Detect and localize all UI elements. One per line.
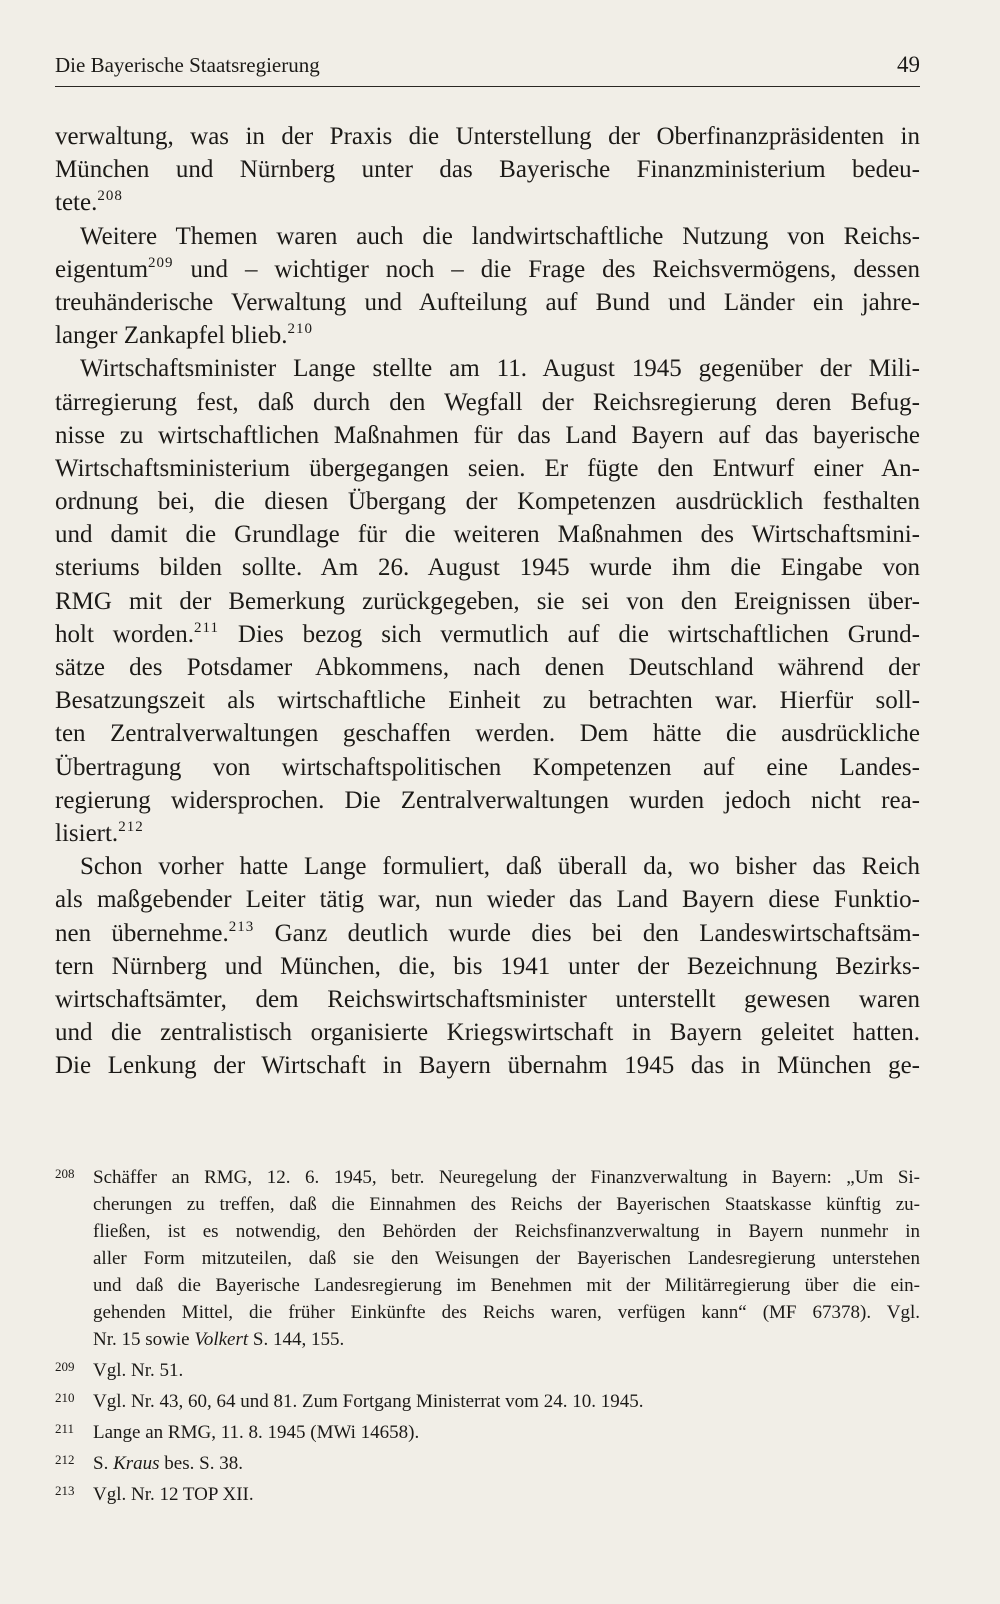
text-fragment: langer Zankapfel blieb.: [55, 322, 288, 350]
footnote-number: 209: [55, 1359, 75, 1374]
text-line: [55, 186, 920, 219]
footnote-line: Vgl. Nr. 51.: [93, 1360, 184, 1381]
footnote-ref-209[interactable]: 209: [148, 254, 174, 271]
footnote-ref-210[interactable]: 210: [287, 321, 314, 338]
text-fragment: S.: [93, 1453, 114, 1474]
text-line: als maßgebender Leiter tätig war, nun wieder das Land Bayern diese Funktio-: [55, 886, 920, 914]
footnote-209: [55, 1357, 920, 1384]
footnote-212: [55, 1450, 920, 1477]
footnote-line: gehenden Mittel, die früher Einkünfte des Reichs waren, verfügen kann“ (MF 67378). Vgl.: [93, 1302, 920, 1323]
text-line: und die zentralistisch organisierte Kriegswirtschaft in Bayern geleitet hatten.: [55, 1019, 920, 1047]
text-fragment: Dies bezog sich vermutlich auf die wirtschaftlichen Grund-: [218, 620, 920, 648]
footnote-line: [93, 1326, 920, 1353]
footnote-ref-208[interactable]: 208: [97, 188, 123, 205]
running-title: Die Bayerische Staatsregierung: [55, 53, 320, 77]
text-line: Schon vorher hatte Lange formuliert, daß überall da, wo bisher das Reich: [80, 853, 920, 881]
footnote-ref-211[interactable]: 211: [194, 619, 219, 636]
text-line: sätze des Potsdamer Abkommens, nach denen Deutschland während der: [55, 654, 920, 681]
text-line: verwaltung, was in der Praxis die Unterstellung der Oberfinanzpräsidenten in: [55, 123, 920, 150]
text-line: treuhänderische Verwaltung und Aufteilung auf Bund und Länder ein jahre-: [55, 288, 920, 316]
text-line: regierung widersprochen. Die Zentralverwaltungen wurden jedoch nicht rea-: [55, 786, 920, 814]
text-line: Besatzungszeit als wirtschaftliche Einheit zu betrachten war. Hierfür soll-: [55, 687, 920, 715]
text-line: Weitere Themen waren auch die landwirtschaftliche Nutzung von Reichs-: [80, 222, 920, 250]
footnote-line: Lange an RMG, 11. 8. 1945 (MWi 14658).: [93, 1422, 420, 1443]
text-line: wirtschaftsämter, dem Reichswirtschaftsminister unterstellt gewesen waren: [55, 985, 920, 1013]
footnote-210: [55, 1388, 920, 1415]
text-fragment: bes. S. 38.: [159, 1453, 243, 1474]
text-line: Übertragung von wirtschaftspolitischen Kompetenzen auf eine Landes-: [55, 753, 920, 781]
footnote-ref-213[interactable]: 213: [228, 918, 255, 935]
text-fragment: lisiert.: [55, 819, 119, 847]
text-fragment: und – wichtiger noch – die Frage des Reichsvermögens, dessen: [173, 255, 920, 283]
footnote-number: 213: [55, 1483, 75, 1498]
text-line: [55, 253, 920, 286]
footnote-211: [55, 1419, 920, 1446]
text-line: Wirtschaftsminister Lange stellte am 11. August 1945 gegenüber der Mili-: [80, 355, 920, 383]
text-line: [55, 817, 920, 850]
text-line: steriums bilden sollte. Am 26. August 1945 wurde ihm die Eingabe von: [55, 554, 920, 582]
text-line: tärregierung fest, daß durch den Wegfall der Reichsregierung deren Befug-: [55, 388, 920, 416]
author-name: Volkert: [194, 1329, 249, 1350]
text-line: tern Nürnberg und München, die, bis 1941 unter der Bezeichnung Bezirks-: [55, 952, 920, 980]
text-fragment: nen übernehme.: [55, 919, 229, 947]
text-line: ten Zentralverwaltungen geschaffen werden. Dem hätte die ausdrückliche: [55, 720, 920, 748]
text-fragment: S. 144, 155.: [248, 1329, 345, 1350]
text-line: Wirtschaftsministerium übergegangen seien. Er fügte den Entwurf einer An-: [55, 454, 920, 482]
footnote-213: [55, 1481, 920, 1508]
text-line: [55, 618, 920, 651]
text-line: und damit die Grundlage für die weiteren Maßnahmen des Wirtschaftsmini-: [55, 521, 920, 549]
footnote-number: 210: [55, 1390, 75, 1405]
text-line: Die Lenkung der Wirtschaft in Bayern übernahm 1945 das in München ge-: [55, 1052, 920, 1080]
text-line: München und Nürnberg unter das Bayerische Finanzministerium bedeu-: [55, 156, 920, 184]
text-line: [55, 319, 920, 352]
footnote-number: 212: [55, 1452, 75, 1467]
text-fragment: holt worden.: [55, 620, 195, 648]
footnote-line: und daß die Bayerische Landesregierung im Benehmen mit der Militärregierung über die ein-: [93, 1275, 920, 1296]
footnote-line: aller Form mitzuteilen, daß sie den Weisungen der Bayerischen Landesregierung unterstehen: [93, 1248, 920, 1269]
author-name: Kraus: [113, 1453, 160, 1474]
text-fragment: tete.: [55, 189, 98, 217]
footnote-ref-212[interactable]: 212: [118, 818, 144, 835]
footnotes: [55, 1164, 920, 1512]
footnote-number: 211: [55, 1421, 75, 1436]
footnote-line: cherungen zu treffen, daß die Einnahmen des Reichs der Bayerischen Staatskasse künftig zu-: [93, 1194, 920, 1215]
page-number: 49: [897, 52, 920, 77]
text-line: nisse zu wirtschaftlichen Maßnahmen für das Land Bayern auf das bayerische: [55, 421, 920, 449]
text-fragment: Nr. 15 sowie: [93, 1329, 195, 1350]
footnote-line: fließen, ist es notwendig, den Behörden der Reichsfinanzverwaltung in Bayern nunmehr in: [93, 1221, 920, 1242]
text-fragment: Ganz deutlich wurde dies bei den Landeswirtschaftsäm-: [254, 919, 921, 947]
footnote-line: Vgl. Nr. 12 TOP XII.: [93, 1484, 254, 1505]
text-line: ordnung bei, die diesen Übergang der Kompetenzen ausdrücklich festhalten: [55, 488, 920, 516]
text-line: [55, 917, 920, 950]
running-header: [55, 50, 920, 87]
footnote-line: [93, 1450, 920, 1477]
footnote-number: 208: [55, 1166, 75, 1181]
footnote-208: [55, 1164, 920, 1353]
text-line: RMG mit der Bemerkung zurückgegeben, sie sei von den Ereignissen über-: [55, 587, 920, 615]
body-text: [55, 120, 920, 1082]
footnote-line: Vgl. Nr. 43, 60, 64 und 81. Zum Fortgang Ministerrat vom 24. 10. 1945.: [93, 1391, 644, 1412]
footnote-line: Schäffer an RMG, 12. 6. 1945, betr. Neuregelung der Finanzverwaltung in Bayern: „Um Si-: [93, 1167, 920, 1188]
text-fragment: eigentum: [55, 255, 149, 283]
